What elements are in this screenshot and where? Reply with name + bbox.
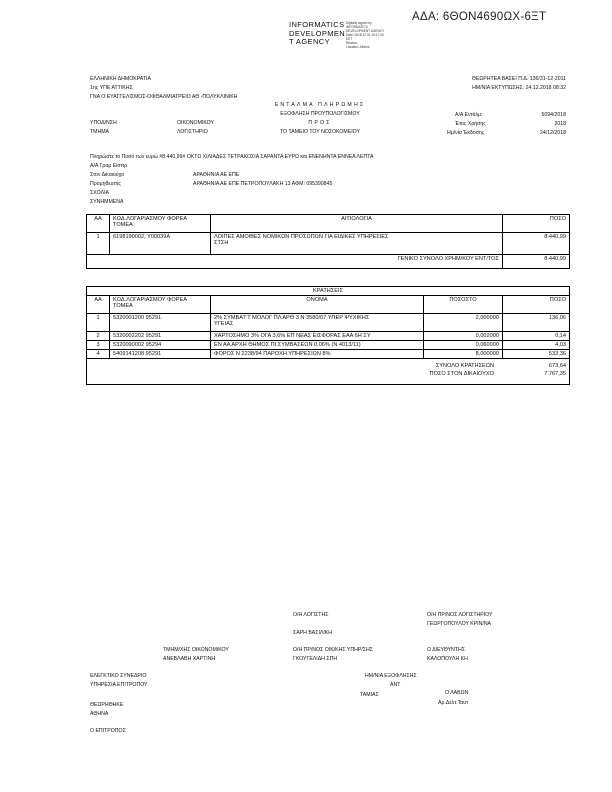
net-amount-value: 7.767,35	[544, 371, 566, 377]
head-accounting-name: ΓΕΩΡΓΟΠΟΥΛΟΥ ΚΡΙΝ/ΝΑ	[427, 621, 492, 627]
print-date: ΗΜ/ΝΙΑ ΕΚΤΥΠΩΣΗΣ: 24.12.2018 08:32	[472, 85, 566, 91]
ded-amount: 136,06	[503, 314, 570, 332]
row-aa: 1	[87, 233, 110, 255]
logo-line-1: INFORMATICS	[289, 20, 345, 29]
row-desc-1: ΛΟΙΠΕΣ ΑΜΟΙΒΕΣ ΝΟΜΙΚΩΝ ΠΡΟΣΩΠΩΝ ΓΙΑ ΕΙΔΙΚΕΣ ΥΠΗΡΕΣΙΕΣ	[214, 234, 389, 240]
page-title: ΕΝΤΑΛΜΑ ΠΛΗΡΩΜΗΣ	[274, 102, 366, 108]
ded-col-name: ΟΝΟΜΑ	[211, 296, 424, 314]
ded-col-amount: ΠΟΣΟ	[503, 296, 570, 314]
ded-col-pct: ΠΟΣΟΣΤΟ	[424, 296, 503, 314]
beneficiary-label: Στον Δικαιούχο	[90, 172, 125, 178]
department-label: ΤΜΗΜΑ	[90, 129, 110, 135]
ded-col-code-label: ΚΩΔ.ΛΟΓΑΡΙΑΣΜΟΥ ΦΟΡΕΑ	[113, 297, 187, 303]
page-subtitle: ΕΞΟΦΛΗΣΗ ΠΡΟΥΠΟΛΟΓΙΣΜΟΥ	[280, 111, 360, 117]
digital-signature-text	[346, 21, 384, 49]
ded-col-code-label-2: ΤΟΜΕΑ	[113, 303, 133, 309]
sig-line: Location: Athens	[346, 45, 370, 49]
sig-line: Reason:	[346, 41, 358, 45]
header-left	[90, 75, 237, 102]
audit-court-label: ΕΛΕΓΚΤΙΚΟ ΣΥΝΕΔΡΙΟ	[90, 673, 147, 679]
supplier-value: ΑΡΑΘΗΝΙΑ ΑΕ ΕΠΕ ΠΕΤΡΟΠΟΥΛΑΚΗ 13 ΑΦΜ: 095390845	[193, 181, 333, 187]
ded-col-code	[110, 296, 211, 314]
ded-pct: 0,002000	[424, 332, 503, 341]
director-name: ΚΑΛΟΠΟΥΛΗ ΚΗ	[427, 656, 468, 662]
ded-aa: 3	[87, 341, 110, 350]
row-desc-2: ΣΤΣΗ	[214, 240, 229, 246]
row-desc	[211, 233, 503, 255]
comments-label: ΣΧΟΛΙΑ	[90, 190, 109, 196]
table-row	[87, 233, 570, 255]
department-value: ΛΟΓΙΣΤΗΡΙΟ	[177, 129, 208, 135]
ded-code: 5320090002 95294	[110, 341, 211, 350]
ded-amount: 533,36	[503, 350, 570, 359]
finance-director-title: Ο/Η ΠΡ/ΝΟΣ ΟΙΚ/ΚΗΣ ΥΠΗΡ/ΣΗΣ	[293, 647, 373, 653]
ded-pct: 2,000000	[424, 314, 503, 332]
payment-amount-text: Πληρώστε το Ποσό των ευρώ #8.440,99# ΟΚΤΩ ΧΙΛΙΑΔΕΣ ΤΕΤΡΑΚΟΣΙΑ ΣΑΡΑΝΤΑ ΕΥΡΩ και ΕΝΕΝΗΝΤΑ ΕΝΝΕΑ ΛΕΠΤΑ	[90, 154, 374, 160]
col-code-label: ΚΩΔ.ΛΟΓΑΡΙΑΣΜΟΥ ΦΟΡΕΑ	[113, 216, 187, 222]
col-desc: ΑΙΤΙΟΛΟΓΙΑ	[211, 215, 503, 233]
col-aa: ΑΑ	[87, 215, 110, 233]
deductions-title: ΚΡΑΤΗΣΕΙΣ	[87, 287, 570, 296]
row-code: 6198190002, Y00039A	[110, 233, 211, 255]
accountant-title: Ο/Η ΛΟΓΙΣΤΗΣ	[293, 612, 329, 618]
fiscal-year-label: Έτος Χρήσης	[455, 121, 486, 127]
sig-line: Digitally signed by	[346, 21, 372, 25]
supplier-label: Προμηθευτής	[90, 181, 121, 187]
ded-pct: 8,000000	[424, 350, 503, 359]
warrant-number-value: 5094/2018	[541, 112, 566, 118]
sig-line: INFORMATICS	[346, 25, 368, 29]
director-title: Ο ΔΙΕΥΘΥΝΤΗΣ	[427, 647, 465, 653]
audit-service-label: ΥΠΗΡΕΣΙΑ ΕΠΙΤΡΟΠΟΥ	[90, 682, 148, 688]
accountant-name: ΣΑΡΗ ΒΑΣΙΛΙΚΗ	[293, 630, 332, 636]
logo-line-3: T AGENCY	[289, 37, 330, 46]
col-amount: ΠΟΣΟ	[503, 215, 570, 233]
issue-date-label: Ημ/νία Έκδοσης	[447, 130, 485, 136]
region-label: 1ης ΥΠΕ ΑΤΤΙΚΗΣ	[90, 85, 133, 91]
settlement-date-label: ΗΜ/ΝΙΑ ΕΞΟΦΛΗΣΗΣ	[365, 673, 417, 679]
net-amount-label: ΠΟΣΟ ΣΤΟΝ ΔΙΚΑΙΟΥΧΟ	[429, 371, 494, 377]
deductions-table	[86, 286, 570, 385]
ded-name-2: ΥΓΕΙΑΣ	[214, 321, 234, 327]
ded-name: ΧΑΡΤΟΣΗΜΟ 3% ΟΓΑ 3,6% ΕΠ ΝΕΑΣ ΕΙΣΦΟΡΑΣ ΕΑΑ 6Η ΣΥ	[211, 332, 424, 341]
deductions-sum-label: ΣΥΝΟΛΟ ΚΡΑΤΗΣΕΩΝ	[435, 363, 494, 369]
table-row	[87, 350, 570, 359]
hospital-label: ΓΝΑ Ο ΕΥΑΓΓΕΛΙΣΜΟΣ-ΟΦΘΑΛΜΙΑΤΡΕΙΟ ΑΘ.-ΠΟΛΥΚΛΙΝΙΚΗ	[90, 94, 238, 100]
table-row	[87, 341, 570, 350]
athens-label: ΑΘΗΝΑ	[90, 711, 109, 717]
ded-amount: 0,14	[503, 332, 570, 341]
row-amount: 8.440,99	[503, 233, 570, 255]
ded-aa: 1	[87, 314, 110, 332]
table-row	[87, 314, 570, 332]
sig-line: EET	[346, 37, 353, 41]
main-table	[86, 214, 570, 269]
fiscal-year-value: 2018	[554, 121, 566, 127]
issue-date-value: 24/12/2018	[540, 130, 566, 136]
col-code-label-2: ΤΟΜΕΑ	[113, 222, 133, 228]
col-code	[110, 215, 211, 233]
ded-amount: 4,03	[503, 341, 570, 350]
id-number-label: Αρ.Δελτ.Ταυτ	[438, 700, 469, 706]
finance-head-title: ΤΜΗΜ/ΧΗΣ ΟΙΚΟΝΟΜΙΚΟΥ	[163, 647, 229, 653]
ded-code: 5320001200 95291	[110, 314, 211, 332]
signature-logo	[289, 21, 345, 47]
finance-head-name: ΑΝΕΒΛΑΒΗ ΧΑΡΤΙΝΗ	[163, 656, 216, 662]
subdirectorate-label: ΥΠΟΔ/ΝΣΗ	[90, 120, 117, 126]
ded-col-aa: ΑΑ	[87, 296, 110, 314]
sig-line: Date: 2018.12.31 16:17:26	[346, 33, 384, 37]
logo-line-2: DEVELOPMEN	[289, 28, 346, 38]
ded-name-1: 2% ΣΥΜΒΑΤ Τ ΜΟΛΟΓ ΠΛ ΑΡΘ 3 Ν 3580/07 ΥΠΕΡ ΨΥΧΙΚΗΣ	[214, 315, 370, 321]
subdirectorate-value: ΟΙΚΟΝΟΜΙΚΟΥ	[177, 120, 214, 126]
receipt-number-label: Α/Α Γραμ Είσπρ	[90, 163, 128, 169]
deductions-summary	[87, 359, 570, 385]
finance-director-name: ΓΚΟΥΓΕΛΙΔΗ ΣΠΗ	[293, 656, 338, 662]
recipient-value: ΤΟ ΤΑΜΕΙΟ ΤΟΥ ΝΟΣΟΚΟΜΕΙΟΥ	[280, 129, 360, 135]
ded-name	[211, 314, 424, 332]
sig-line: DEVELOPMENT AGENCY	[346, 29, 385, 33]
ada-code: ΑΔΑ: 6ΘΟΝ4690ΩΧ-6ΞΤ	[412, 11, 547, 23]
beneficiary-value: ΑΡΑΘΗΝΙΑ ΑΕ ΕΠΕ	[193, 172, 240, 178]
republic-label: ΕΛΛΗΝΙΚΗ ΔΗΜΟΚΡΑΤΙΑ	[90, 76, 151, 82]
to-label: ΠΡΟΣ	[308, 120, 332, 126]
table-row	[87, 332, 570, 341]
grand-total-label: ΓΕΝΙΚΟ ΣΥΝΟΛΟ ΧΡΗΜ/ΚΟΥ ΕΝΤ/ΤΟΣ	[87, 255, 503, 269]
grand-total-value: 8.440,99	[503, 255, 570, 269]
ded-code: 5320002202 95291	[110, 332, 211, 341]
ant-label: ΑΝΤ	[390, 682, 401, 688]
ded-aa: 2	[87, 332, 110, 341]
decree-label: ΘΕΩΡΗΤΕΑ ΒΑΣΕΙ Π.Δ. 136/31-12-2011	[471, 76, 566, 82]
ded-code: 5409141208 95291	[110, 350, 211, 359]
ded-pct: 0,060000	[424, 341, 503, 350]
deductions-sum-value: 673,64	[548, 363, 566, 369]
cashier-label: ΤΑΜΙΑΣ	[360, 692, 379, 698]
attachments-label: ΣΥΝΗΜΜΕΝΑ	[90, 199, 124, 205]
ded-name: ΕΝ ΑΑ ΑΡΧΗ ΘΗΜΟΣ ΠΙ ΣΥΜΒΑΣΕΩΝ 0,06% (Ν 4013/11)	[211, 341, 424, 350]
commissioner-label: Ο ΕΠΙΤΡΟΠΟΣ	[90, 728, 126, 734]
receiver-label: Ο ΛΑΒΩΝ	[445, 690, 469, 696]
ded-name: ΦΟΡΟΣ Ν 2238/94 ΠΑΡΟΧΗ ΥΠΗΡΕΣΙΩΝ 8%	[211, 350, 424, 359]
header-right	[436, 75, 566, 93]
endorsed-label: ΘΕΩΡΗΘΗΚΕ	[90, 702, 124, 708]
head-accounting-title: Ο/Η ΠΡ/ΝΟΣ ΛΟΓΙΣΤΗΡΙΟΥ	[427, 612, 493, 618]
warrant-number-label: Α/Α Εντάλμ:	[455, 112, 483, 118]
ded-aa: 4	[87, 350, 110, 359]
